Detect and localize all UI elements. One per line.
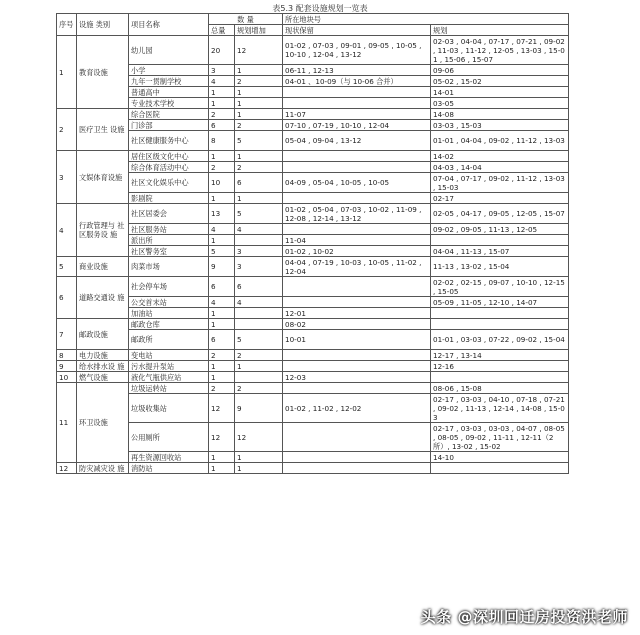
table-row — [57, 383, 569, 394]
cell-item: 垃圾收集站 — [129, 394, 209, 423]
cell-item: 门诊部 — [129, 120, 209, 131]
table-row — [57, 193, 569, 204]
cell-total: 12 — [209, 394, 235, 423]
cell-existing: 04-01 、10-09（与 10-06 合并） — [283, 76, 431, 87]
cell-total: 6 — [209, 330, 235, 350]
cell-category: 道路交通设 施 — [77, 277, 129, 319]
cell-item: 加油站 — [129, 308, 209, 319]
cell-existing: 12-03 — [283, 372, 431, 383]
cell-total: 1 — [209, 319, 235, 330]
cell-existing — [283, 452, 431, 463]
table-row — [57, 330, 569, 350]
cell-planned-add — [235, 319, 283, 330]
cell-seq: 12 — [57, 463, 77, 474]
cell-item: 社区文化娱乐中心 — [129, 173, 209, 193]
header-location: 所在地块号 — [283, 14, 569, 25]
header-seq: 序号 — [57, 14, 77, 36]
cell-existing: 07-10 , 07-19 , 10-10 , 12-04 — [283, 120, 431, 131]
cell-existing — [283, 297, 431, 308]
cell-planned-add: 2 — [235, 162, 283, 173]
header-existing: 现状保留 — [283, 25, 431, 36]
header-row — [57, 14, 569, 25]
cell-planned-add: 1 — [235, 361, 283, 372]
cell-planned: 02-05 , 04-17 , 09-05 , 12-05 , 15-07 — [431, 204, 569, 224]
cell-category: 防灾减灾设 施 — [77, 463, 129, 474]
cell-existing — [283, 193, 431, 204]
cell-item: 垃圾运转站 — [129, 383, 209, 394]
table-caption: 表5.3 配套设施规划一览表 — [272, 4, 368, 13]
cell-item: 污水提升泵站 — [129, 361, 209, 372]
cell-planned-add: 2 — [235, 383, 283, 394]
cell-category: 医疗卫生 设施 — [77, 109, 129, 151]
cell-existing — [283, 350, 431, 361]
cell-total: 2 — [209, 109, 235, 120]
cell-planned: 02-17 , 03-03 , 03-03 , 04-07 , 08-05 , 08-05 , 09-02 , 11-11 , 12-11（2 所）, 13-02 , 15-02 — [431, 423, 569, 452]
table-row — [57, 36, 569, 65]
cell-planned-add: 1 — [235, 65, 283, 76]
cell-seq: 7 — [57, 319, 77, 350]
cell-planned-add: 3 — [235, 246, 283, 257]
cell-existing: 06-11 , 12-13 — [283, 65, 431, 76]
cell-category: 商业设施 — [77, 257, 129, 277]
cell-existing — [283, 463, 431, 474]
cell-planned: 04-03 , 14-04 — [431, 162, 569, 173]
table-row — [57, 257, 569, 277]
cell-planned-add: 4 — [235, 297, 283, 308]
cell-existing: 12-01 — [283, 308, 431, 319]
table-row — [57, 131, 569, 151]
cell-item: 派出所 — [129, 235, 209, 246]
cell-total: 2 — [209, 383, 235, 394]
cell-seq: 4 — [57, 204, 77, 257]
cell-existing: 05-04 , 09-04 , 13-12 — [283, 131, 431, 151]
cell-item: 消防站 — [129, 463, 209, 474]
cell-total: 20 — [209, 36, 235, 65]
table-row — [57, 394, 569, 423]
table-row — [57, 76, 569, 87]
cell-planned-add: 2 — [235, 76, 283, 87]
cell-planned-add: 1 — [235, 98, 283, 109]
cell-total: 3 — [209, 65, 235, 76]
cell-total: 1 — [209, 151, 235, 162]
header-category: 设施 类别 — [77, 14, 129, 36]
cell-item: 九年一贯制学校 — [129, 76, 209, 87]
cell-seq: 1 — [57, 36, 77, 109]
cell-planned-add: 2 — [235, 350, 283, 361]
cell-seq: 5 — [57, 257, 77, 277]
cell-planned: 12-17 , 13-14 — [431, 350, 569, 361]
cell-planned: 09-02 , 09-05 , 11-13 , 12-05 — [431, 224, 569, 235]
cell-existing: 01-02 , 11-02 , 12-02 — [283, 394, 431, 423]
cell-planned — [431, 319, 569, 330]
cell-planned: 01-01 , 04-04 , 09-02 , 11-12 , 13-03 — [431, 131, 569, 151]
cell-planned-add: 6 — [235, 173, 283, 193]
cell-planned — [431, 308, 569, 319]
header-quantity: 数 量 — [209, 14, 283, 25]
header-planned: 规划 — [431, 25, 569, 36]
cell-existing: 10-01 — [283, 330, 431, 350]
table-row — [57, 204, 569, 224]
cell-planned-add: 1 — [235, 109, 283, 120]
table-row — [57, 98, 569, 109]
cell-planned-add: 5 — [235, 330, 283, 350]
cell-planned-add: 1 — [235, 193, 283, 204]
cell-existing: 11-07 — [283, 109, 431, 120]
cell-total: 8 — [209, 131, 235, 151]
cell-item: 公用厕所 — [129, 423, 209, 452]
cell-category: 电力设施 — [77, 350, 129, 361]
cell-total: 4 — [209, 224, 235, 235]
cell-planned: 14-02 — [431, 151, 569, 162]
cell-total: 12 — [209, 423, 235, 452]
cell-planned — [431, 235, 569, 246]
table-row — [57, 452, 569, 463]
cell-planned: 08-06 , 15-08 — [431, 383, 569, 394]
cell-total: 1 — [209, 463, 235, 474]
cell-item: 专业技术学校 — [129, 98, 209, 109]
cell-planned-add — [235, 235, 283, 246]
table-row — [57, 463, 569, 474]
cell-planned: 14-08 — [431, 109, 569, 120]
cell-planned-add: 6 — [235, 277, 283, 297]
facility-table — [56, 13, 569, 474]
cell-existing: 08-02 — [283, 319, 431, 330]
cell-existing — [283, 151, 431, 162]
cell-planned-add: 3 — [235, 257, 283, 277]
cell-total: 1 — [209, 235, 235, 246]
table-row — [57, 319, 569, 330]
table-row — [57, 224, 569, 235]
cell-planned: 09-06 — [431, 65, 569, 76]
cell-planned-add: 5 — [235, 204, 283, 224]
cell-total: 5 — [209, 246, 235, 257]
cell-seq: 10 — [57, 372, 77, 383]
cell-planned-add — [235, 308, 283, 319]
cell-item: 变电站 — [129, 350, 209, 361]
table-row — [57, 308, 569, 319]
cell-total: 1 — [209, 193, 235, 204]
cell-item: 社区服务站 — [129, 224, 209, 235]
cell-item: 小学 — [129, 65, 209, 76]
cell-planned: 01-01 , 03-03 , 07-22 , 09-02 , 15-04 — [431, 330, 569, 350]
cell-category: 环卫设施 — [77, 383, 129, 463]
cell-total: 4 — [209, 297, 235, 308]
cell-planned — [431, 372, 569, 383]
cell-planned-add: 12 — [235, 423, 283, 452]
table-row — [57, 65, 569, 76]
cell-total: 13 — [209, 204, 235, 224]
cell-planned-add: 9 — [235, 394, 283, 423]
cell-planned: 02-03 , 04-04 , 07-17 , 07-21 , 09-02 , 11-03 , 11-12 , 12-05 , 13-03 , 15-01 , 15-06 , 15-07 — [431, 36, 569, 65]
cell-total: 6 — [209, 277, 235, 297]
cell-existing — [283, 87, 431, 98]
cell-total: 10 — [209, 173, 235, 193]
cell-total: 1 — [209, 98, 235, 109]
cell-total: 6 — [209, 120, 235, 131]
watermark-text: 头条 @深圳回迁房投资洪老师 — [420, 608, 628, 626]
cell-planned: 05-02 , 15-02 — [431, 76, 569, 87]
cell-planned-add: 1 — [235, 87, 283, 98]
table-row — [57, 350, 569, 361]
cell-category: 文娱体育设施 — [77, 151, 129, 204]
table-row — [57, 361, 569, 372]
cell-planned: 12-16 — [431, 361, 569, 372]
table-row — [57, 423, 569, 452]
cell-planned: 02-17 — [431, 193, 569, 204]
cell-item: 社区健康服务中心 — [129, 131, 209, 151]
cell-existing — [283, 98, 431, 109]
cell-existing: 04-04 , 07-19 , 10-03 , 10-05 , 11-02 , 12-04 — [283, 257, 431, 277]
cell-item: 公交首末站 — [129, 297, 209, 308]
cell-existing — [283, 162, 431, 173]
cell-item: 再生资源回收站 — [129, 452, 209, 463]
cell-planned: 02-02 , 02-15 , 09-07 , 10-10 , 12-15 , 15-05 — [431, 277, 569, 297]
cell-category: 教育设施 — [77, 36, 129, 109]
table-row — [57, 372, 569, 383]
table-row — [57, 297, 569, 308]
cell-seq: 3 — [57, 151, 77, 204]
cell-seq: 8 — [57, 350, 77, 361]
cell-planned-add: 1 — [235, 463, 283, 474]
cell-planned: 14-01 — [431, 87, 569, 98]
header-planned-add: 规划增加 — [235, 25, 283, 36]
cell-planned-add: 12 — [235, 36, 283, 65]
cell-item: 居住区级文化中心 — [129, 151, 209, 162]
cell-seq: 9 — [57, 361, 77, 372]
cell-planned — [431, 463, 569, 474]
cell-existing — [283, 277, 431, 297]
cell-total: 1 — [209, 361, 235, 372]
cell-existing — [283, 224, 431, 235]
cell-existing: 11-04 — [283, 235, 431, 246]
cell-item: 综合医院 — [129, 109, 209, 120]
table-body — [57, 14, 569, 474]
cell-planned-add: 1 — [235, 452, 283, 463]
cell-existing — [283, 423, 431, 452]
cell-planned: 02-17 , 03-03 , 04-10 , 07-18 , 07-21 , 09-02 , 11-13 , 12-14 , 14-08 , 15-03 — [431, 394, 569, 423]
cell-existing — [283, 361, 431, 372]
table-row — [57, 246, 569, 257]
cell-planned-add — [235, 372, 283, 383]
cell-item: 社区警务室 — [129, 246, 209, 257]
cell-item: 液化气瓶供应站 — [129, 372, 209, 383]
cell-item: 邮政所 — [129, 330, 209, 350]
cell-planned: 07-04 , 07-17 , 09-02 , 11-12 , 13-03 , 15-03 — [431, 173, 569, 193]
cell-item: 邮政仓库 — [129, 319, 209, 330]
cell-item: 社会停车场 — [129, 277, 209, 297]
table-row — [57, 109, 569, 120]
cell-existing: 04-09 , 05-04 , 10-05 , 10-05 — [283, 173, 431, 193]
cell-total: 9 — [209, 257, 235, 277]
cell-category: 邮政设施 — [77, 319, 129, 350]
cell-category: 给水排水设 施 — [77, 361, 129, 372]
cell-existing: 01-02 , 05-04 , 07-03 , 10-02 , 11-09 , 12-08 , 12-14 , 13-12 — [283, 204, 431, 224]
cell-total: 1 — [209, 308, 235, 319]
table-row — [57, 162, 569, 173]
cell-item: 影剧院 — [129, 193, 209, 204]
cell-existing — [283, 383, 431, 394]
table-row — [57, 277, 569, 297]
cell-planned: 03-05 — [431, 98, 569, 109]
cell-seq: 11 — [57, 383, 77, 463]
header-item: 项目名称 — [129, 14, 209, 36]
cell-existing: 01-02 , 10-02 — [283, 246, 431, 257]
cell-planned-add: 5 — [235, 131, 283, 151]
cell-planned-add: 4 — [235, 224, 283, 235]
table-row — [57, 235, 569, 246]
cell-planned: 14-10 — [431, 452, 569, 463]
cell-total: 1 — [209, 372, 235, 383]
cell-seq: 6 — [57, 277, 77, 319]
cell-total: 1 — [209, 452, 235, 463]
cell-item: 社区居委会 — [129, 204, 209, 224]
cell-planned-add: 1 — [235, 151, 283, 162]
cell-category: 燃气设施 — [77, 372, 129, 383]
cell-planned-add: 2 — [235, 120, 283, 131]
cell-planned: 04-04 , 11-13 , 15-07 — [431, 246, 569, 257]
table-row — [57, 87, 569, 98]
cell-total: 1 — [209, 87, 235, 98]
cell-item: 普通高中 — [129, 87, 209, 98]
table-row — [57, 120, 569, 131]
cell-seq: 2 — [57, 109, 77, 151]
cell-planned: 05-09 , 11-05 , 12-10 , 14-07 — [431, 297, 569, 308]
cell-existing: 01-02 , 07-03 , 09-01 , 09-05 , 10-05 , 10-10 , 12-04 , 13-12 — [283, 36, 431, 65]
cell-total: 2 — [209, 350, 235, 361]
header-total: 总量 — [209, 25, 235, 36]
cell-total: 2 — [209, 162, 235, 173]
cell-total: 4 — [209, 76, 235, 87]
cell-item: 肉菜市场 — [129, 257, 209, 277]
table-row — [57, 151, 569, 162]
cell-planned: 03-03 , 15-03 — [431, 120, 569, 131]
table-row — [57, 173, 569, 193]
cell-item: 幼儿园 — [129, 36, 209, 65]
cell-item: 综合体育活动中心 — [129, 162, 209, 173]
cell-category: 行政管理与 社区服务设 施 — [77, 204, 129, 257]
cell-planned: 11-13 , 13-02 , 15-04 — [431, 257, 569, 277]
